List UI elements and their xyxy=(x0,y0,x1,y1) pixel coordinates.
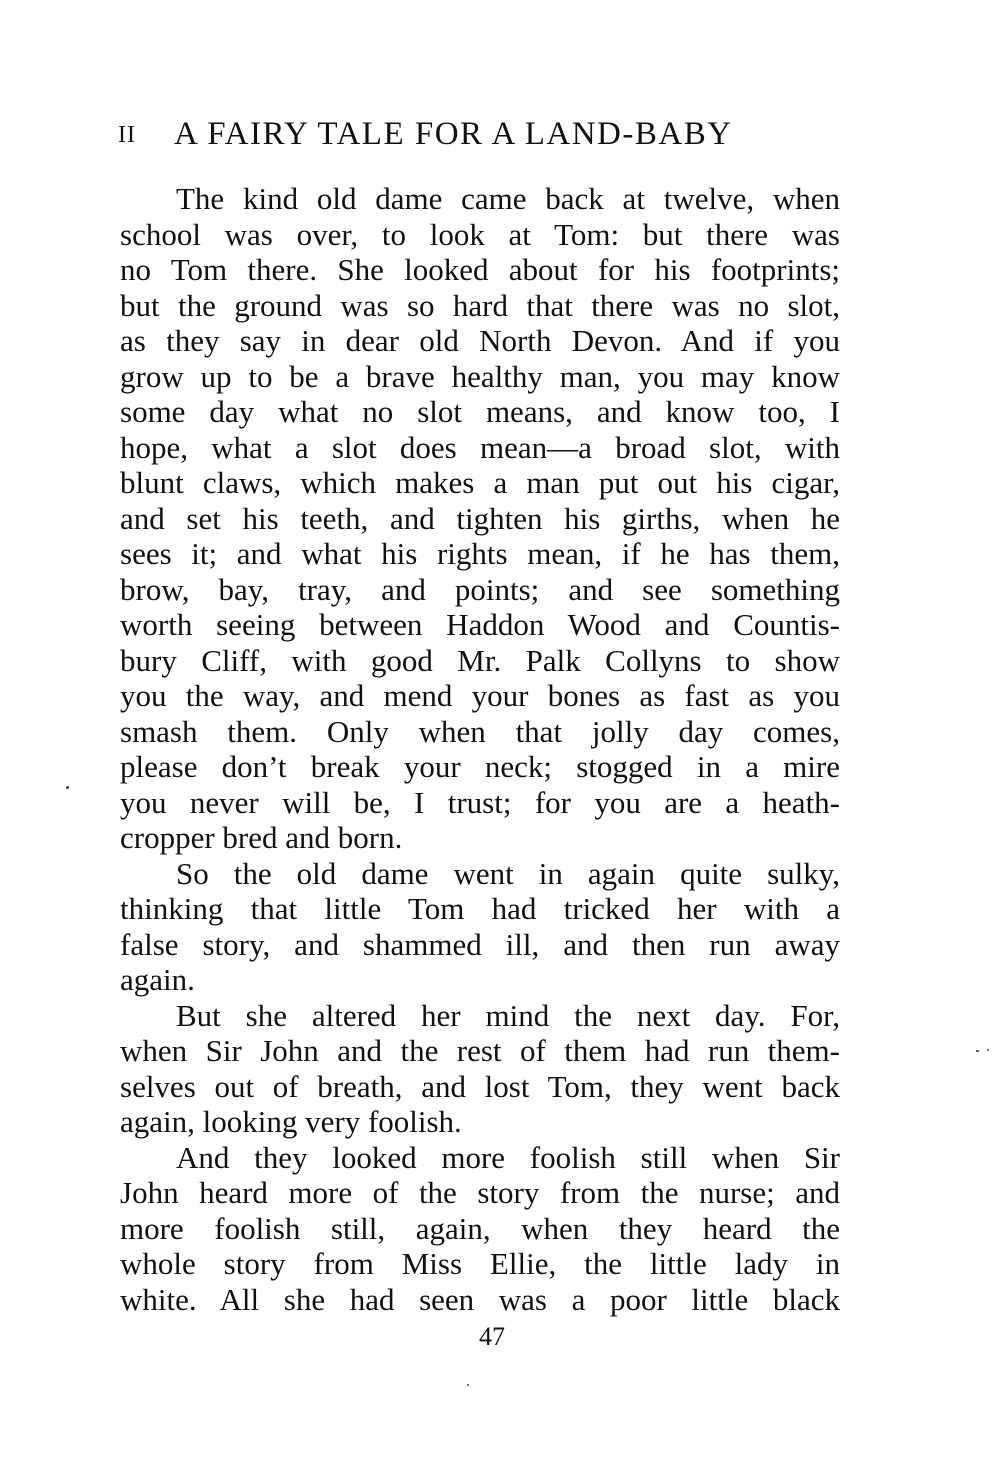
text-line: again. xyxy=(120,962,195,997)
text-line: more foolish still, again, when they heard the xyxy=(120,1210,840,1246)
scan-speck xyxy=(987,1049,989,1051)
text-line: hope, what a slot does mean—a broad slot, with xyxy=(120,429,840,465)
text-line: But she altered her mind the next day. For, xyxy=(176,997,840,1033)
text-line: worth seeing between Haddon Wood and Countis- xyxy=(120,607,840,642)
text-line: cropper bred and born. xyxy=(120,820,403,855)
text-line: some day what no slot means, and know too, I xyxy=(120,394,840,429)
running-title: A FAIRY TALE FOR A LAND-BABY xyxy=(174,116,733,152)
page-number: 47 xyxy=(479,1322,505,1351)
running-header xyxy=(118,116,840,160)
text-line: as they say in dear old North Devon. And if you xyxy=(120,323,840,358)
text-line: but the ground was so hard that there was no slot, xyxy=(120,287,840,323)
text-line: So the old dame went in again quite sulky, xyxy=(176,855,840,891)
text-line: white. All she had seen was a poor little black xyxy=(120,1281,840,1317)
text-line: brow, bay, tray, and points; and see something xyxy=(120,571,840,607)
text-line: grow up to be a brave healthy man, you may know xyxy=(120,358,840,394)
text-line: please don’t break your neck; stogged in a mire xyxy=(120,749,840,784)
paragraph xyxy=(120,998,840,1140)
text-line: whole story from Miss Ellie, the little lady in xyxy=(120,1246,840,1281)
text-line: you never will be, I trust; for you are a heath- xyxy=(120,784,840,820)
text-line: And they looked more foolish still when Sir xyxy=(176,1139,840,1175)
text-line: John heard more of the story from the nurse; and xyxy=(120,1175,840,1210)
text-line: sees it; and what his rights mean, if he has them, xyxy=(120,536,840,571)
text-line: smash them. Only when that jolly day comes, xyxy=(120,713,840,749)
paragraph xyxy=(120,1140,840,1318)
text-line: no Tom there. She looked about for his footprints; xyxy=(120,252,840,287)
text-line: false story, and shammed ill, and then run away xyxy=(120,926,840,962)
text-line: The kind old dame came back at twelve, when xyxy=(176,181,840,216)
text-line: school was over, to look at Tom: but there was xyxy=(120,216,840,252)
text-line: thinking that little Tom had tricked her with a xyxy=(120,891,840,926)
text-line: again, looking very foolish. xyxy=(120,1104,462,1139)
scan-speck xyxy=(66,786,69,789)
paragraph xyxy=(120,856,840,998)
body-text xyxy=(120,181,840,1317)
scan-speck xyxy=(467,1384,469,1386)
text-line: bury Cliff, with good Mr. Palk Collyns to show xyxy=(120,642,840,678)
text-line: selves out of breath, and lost Tom, they went back xyxy=(120,1068,840,1104)
text-line: when Sir John and the rest of them had run them- xyxy=(120,1033,840,1068)
text-line: and set his teeth, and tighten his girths, when he xyxy=(120,500,840,536)
text-line: blunt claws, which makes a man put out his cigar, xyxy=(120,465,840,500)
scan-speck xyxy=(976,1050,979,1052)
text-line: you the way, and mend your bones as fast as you xyxy=(120,678,840,713)
chapter-number: II xyxy=(118,122,136,148)
paragraph xyxy=(120,181,840,856)
